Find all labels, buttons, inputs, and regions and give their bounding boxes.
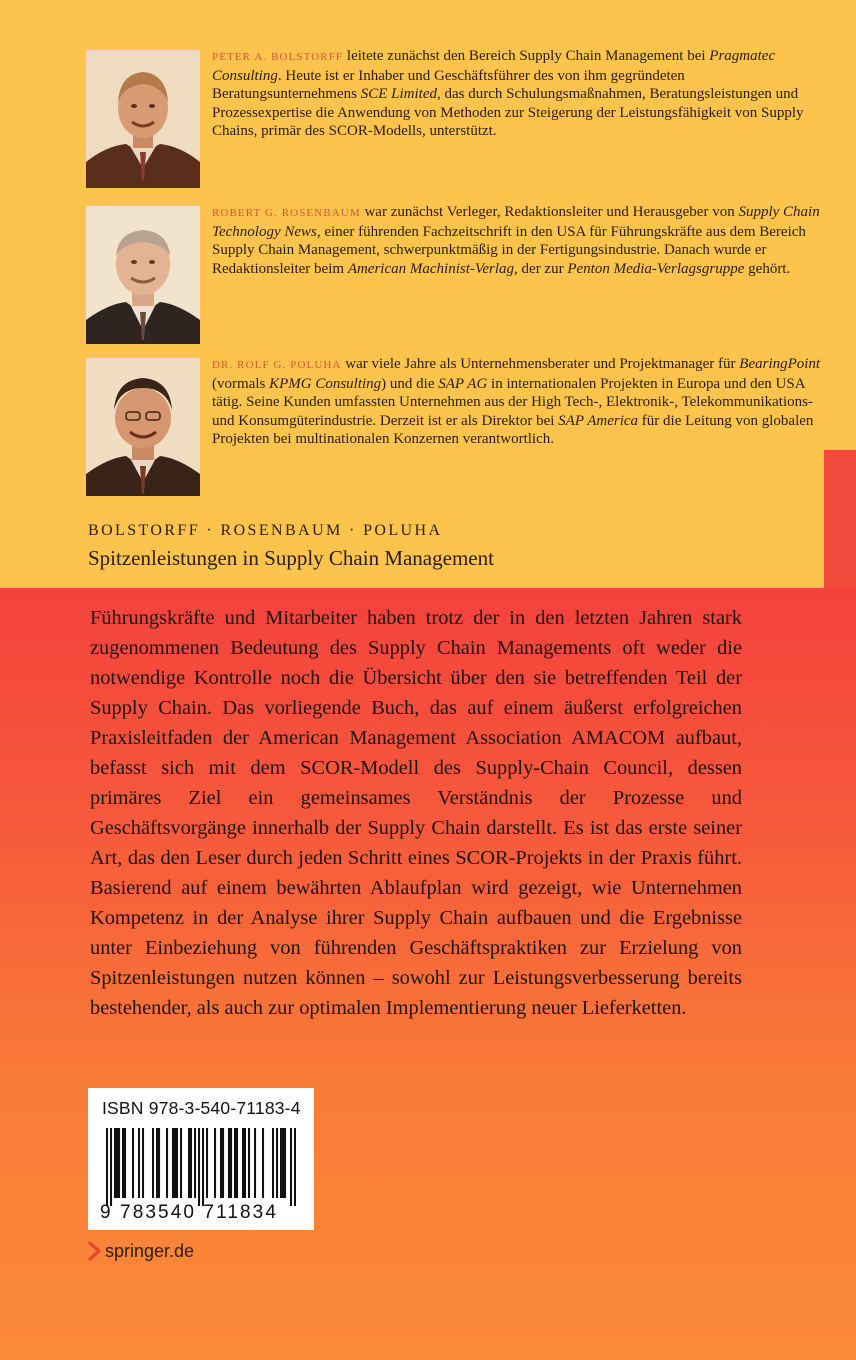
barcode-bar	[290, 1128, 292, 1206]
barcode-bar	[106, 1128, 108, 1206]
author-entry-rosenbaum	[86, 206, 826, 346]
publisher-url: springer.de	[105, 1240, 195, 1261]
barcode-bar	[122, 1128, 124, 1198]
barcode-bar	[214, 1128, 216, 1198]
barcode-bar	[198, 1128, 200, 1206]
barcode-bar	[124, 1128, 126, 1198]
barcode-bar	[152, 1128, 154, 1198]
author-entry-bolstorff	[86, 50, 826, 190]
isbn-label: ISBN 978-3-540-71183-4	[102, 1098, 301, 1118]
authors-line: BOLSTORFF · ROSENBAUM · POLUHA	[88, 522, 443, 539]
barcode-bar	[174, 1128, 176, 1198]
publisher-link[interactable]	[88, 1240, 194, 1262]
author-name: DR. ROLF G. POLUHA	[212, 359, 342, 371]
barcode-bar	[194, 1128, 196, 1198]
barcode-bar	[156, 1128, 158, 1198]
barcode-bar	[242, 1128, 244, 1198]
barcode-bar	[176, 1128, 178, 1198]
barcode-bar	[206, 1128, 208, 1198]
barcode-bar	[116, 1128, 118, 1198]
barcode-bar	[234, 1128, 236, 1198]
barcode-bar	[230, 1128, 232, 1198]
barcode-bar	[172, 1128, 174, 1198]
barcode-bar	[114, 1128, 116, 1198]
barcode-bar	[190, 1128, 192, 1198]
barcode-bar	[158, 1128, 160, 1198]
author-entry-poluha	[86, 358, 826, 498]
side-strip	[824, 450, 856, 590]
barcode-bar	[138, 1128, 140, 1198]
author-name: PETER A. BOLSTORFF	[212, 51, 344, 63]
author-photo-rosenbaum	[86, 206, 200, 344]
barcode-bar	[118, 1128, 120, 1198]
barcode-bar	[280, 1128, 282, 1198]
author-bio-poluha: DR. ROLF G. POLUHA war viele Jahre als Unternehmensberater und Projektmanager für BearingPoint (vormals KPMG Consulting) und die SAP AG in internationalen Projekten in Europa und den USA tätig. Seine Kunden umfassten Unternehmen aus der High Tech-, Elektronik-, Telekommunikations- und Konsumgüterindustrie. Derzeit ist er als Direktor bei SAP America für die Leitung von globalen Projekten bei multinationalen Konzernen verantwortlich.	[212, 356, 821, 448]
author-photo-poluha	[86, 358, 200, 496]
barcode-bar	[166, 1128, 168, 1198]
chevron-right-icon	[88, 1241, 102, 1261]
barcode-bar	[244, 1128, 246, 1198]
barcode-bar	[188, 1128, 190, 1198]
barcode-bar	[254, 1128, 256, 1198]
barcode-digits: 9 783540 711834	[100, 1202, 279, 1223]
book-title: Spitzenleistungen in Supply Chain Management	[88, 546, 494, 570]
barcode	[106, 1128, 296, 1206]
barcode-bar	[294, 1128, 296, 1206]
isbn-barcode-box	[88, 1088, 314, 1230]
barcode-bar	[262, 1128, 264, 1198]
barcode-bar	[222, 1128, 224, 1198]
barcode-bar	[276, 1128, 278, 1198]
barcode-bar	[180, 1128, 182, 1198]
barcode-bar	[220, 1128, 222, 1198]
barcode-bar	[110, 1128, 112, 1206]
barcode-bar	[248, 1128, 250, 1198]
author-name: ROBERT G. ROSENBAUM	[212, 207, 361, 219]
author-bio-rosenbaum: ROBERT G. ROSENBAUM war zunächst Verleger, Redaktionsleiter und Herausgeber von Supply Chain Technology News, einer führenden Fachzeitschrift in den USA für Führungskräfte aus dem Bereich Supply Chain Management, schwerpunktmäßig in der Fertigungsindustrie. Danach wurde er Redaktionsleiter beim American Machinist-Verlag, der zur Penton Media-Verlagsgruppe gehört.	[212, 204, 820, 277]
barcode-bar	[132, 1128, 134, 1198]
barcode-bar	[202, 1128, 204, 1206]
barcode-bar	[236, 1128, 238, 1198]
barcode-bar	[142, 1128, 144, 1198]
author-photo-bolstorff	[86, 50, 200, 188]
barcode-bar	[284, 1128, 286, 1198]
barcode-bar	[272, 1128, 274, 1198]
barcode-bar	[282, 1128, 284, 1198]
book-blurb: Führungskräfte und Mitarbeiter haben trotz der in den letzten Jahren stark zugenommenen Bedeutung des Supply Chain Managements oft weder die notwendige Kontrolle noch die Übersicht über den sie betreffenden Teil der Supply Chain. Das vorliegende Buch, das auf einem äußerst erfolgreichen Praxisleitfaden der American Management Association AMACOM aufbaut, befasst sich mit dem SCOR-Modell des Supply-Chain Council, dessen primäres Ziel ein gemeinsames Verständnis der Prozesse und Geschäftsvorgänge innerhalb der Supply Chain darstellt. Es ist das erste seiner Art, das den Leser durch jeden Schritt eines SCOR-Projekts in der Praxis führt. Basierend auf einem bewährten Ablaufplan wird gezeigt, wie Unternehmen Kompetenz in der Analyse ihrer Supply Chain aufbauen und die Ergebnisse unter Einbeziehung von führenden Geschäftspraktiken zur Erzielung von Spitzenleistungen nutzen können – sowohl zur Leistungsverbesserung bereits bestehender, als auch zur optimalen Implementierung neuer Lieferketten.	[90, 607, 742, 1019]
author-bio-bolstorff: PETER A. BOLSTORFF leitete zunächst den Bereich Supply Chain Management bei Pragmatec Consulting. Heute ist er Inhaber und Geschäftsführer des von ihm gegründeten Beratungsunternehmens SCE Limited, das durch Schulungsmaßnahmen, Beratungsleistungen und Prozessexpertise die Anwendung von Methoden zur Steigerung der Leistungsfähigkeit von Supply Chains, primär des SCOR-Modells, unterstützt.	[212, 48, 804, 140]
barcode-bar	[228, 1128, 230, 1198]
